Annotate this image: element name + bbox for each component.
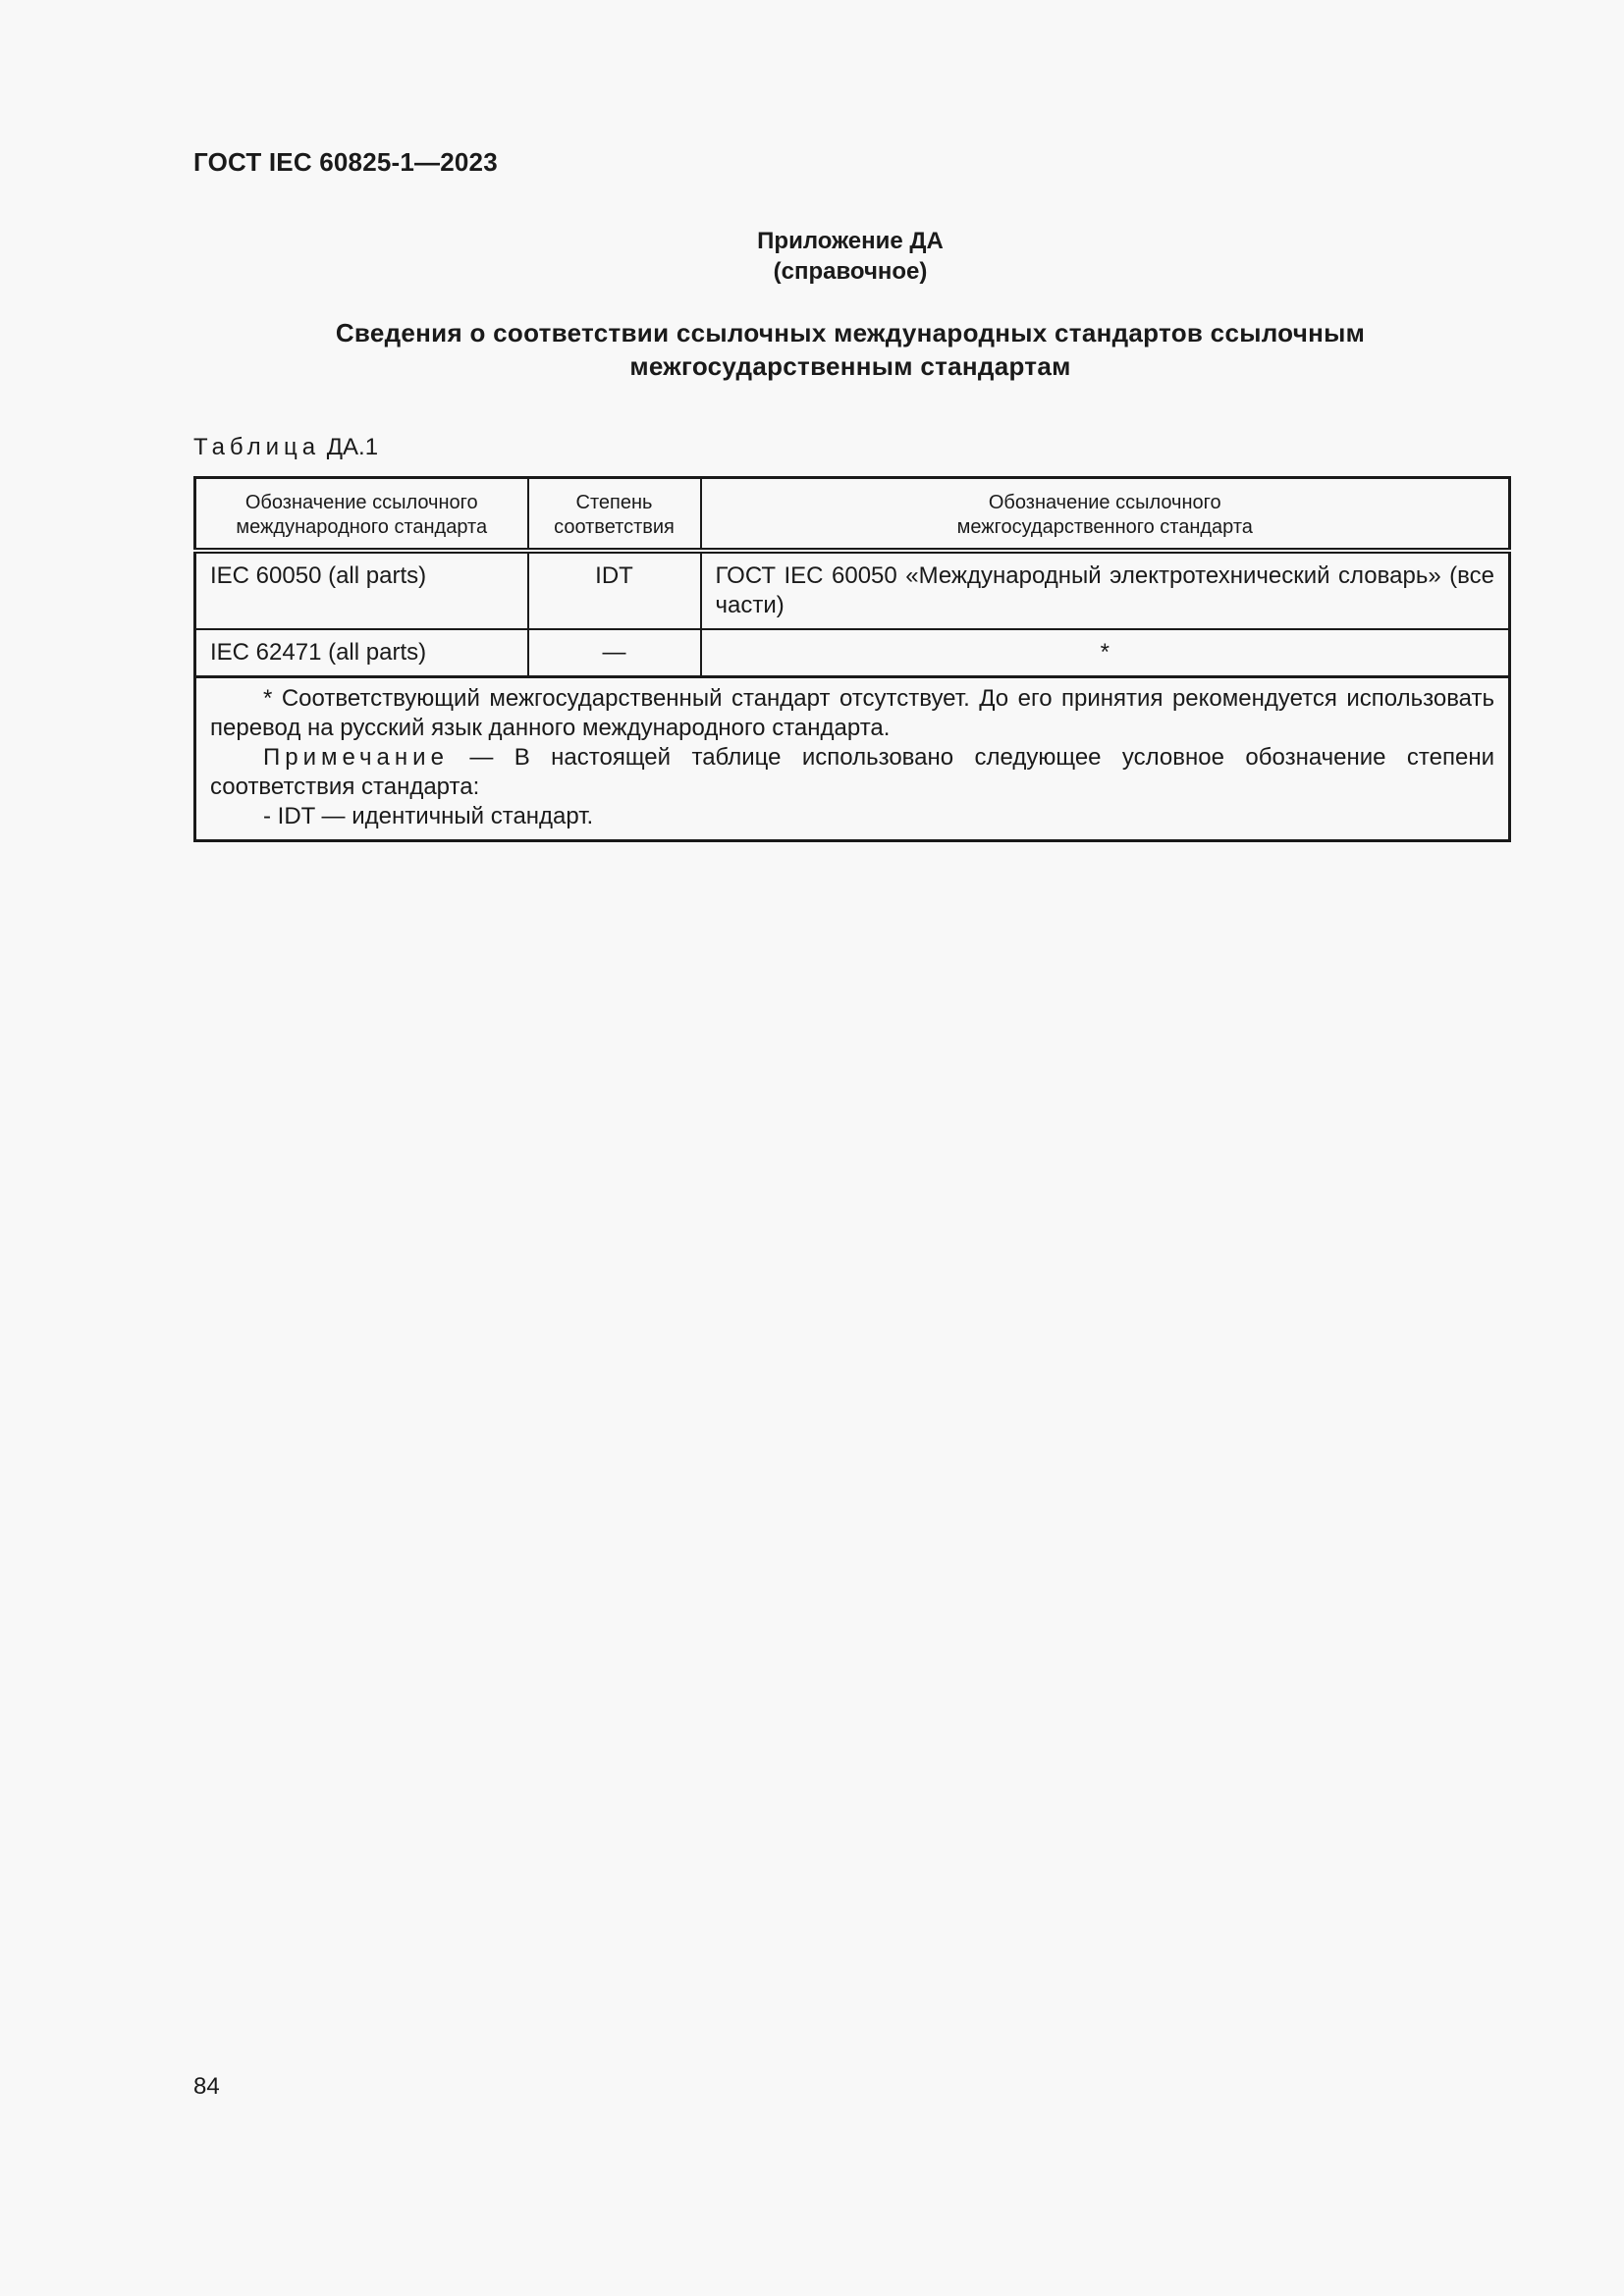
note-text: — В настоящей таблице использовано следующее условное обозначение степени соответствия стандарта:: [210, 744, 1494, 800]
section-title-line-1: Сведения о соответствии ссылочных международных стандартов ссылочным: [335, 318, 1366, 347]
table-footnote: [195, 677, 1510, 841]
table-caption: [193, 434, 378, 461]
header-degree-of-correspondence: Степень соответствия: [528, 478, 701, 552]
document-header: ГОСТ IEC 60825-1—2023: [193, 147, 498, 177]
section-title: [193, 316, 1507, 383]
cell-interstate-standard: ГОСТ IEC 60050 «Международный электротехнический словарь» (все части): [701, 551, 1510, 629]
cell-interstate-standard: *: [701, 629, 1510, 677]
table-row: [195, 629, 1510, 677]
appendix-type: (справочное): [773, 258, 928, 285]
reference-standards-table: [193, 476, 1511, 842]
table-caption-number: ДА.1: [326, 434, 379, 460]
cell-international-standard: IEC 62471 (all parts): [195, 629, 528, 677]
section-title-line-2: межгосударственным стандартам: [629, 351, 1071, 381]
appendix-heading: [193, 226, 1507, 287]
page-number: 84: [193, 2073, 220, 2100]
cell-degree: IDT: [528, 551, 701, 629]
table-caption-word: Таблица: [193, 434, 321, 460]
footnote-asterisk: * Соответствующий межгосударственный стандарт отсутствует. До его принятия рекомендуется использовать перевод на русский язык данного международного стандарта.: [210, 685, 1494, 741]
header-interstate-standard: Обозначение ссылочного межгосударственного стандарта: [701, 478, 1510, 552]
table-header-row: [195, 478, 1510, 552]
table-row: [195, 551, 1510, 629]
cell-degree: —: [528, 629, 701, 677]
footnote-legend: - IDT — идентичный стандарт.: [263, 803, 594, 829]
table-footnote-row: [195, 677, 1510, 841]
header-international-standard: Обозначение ссылочного международного стандарта: [195, 478, 528, 552]
cell-international-standard: IEC 60050 (all parts): [195, 551, 528, 629]
note-label: Примечание: [263, 744, 449, 771]
appendix-label: Приложение ДА: [757, 228, 944, 254]
footnote-note: [210, 743, 1494, 802]
